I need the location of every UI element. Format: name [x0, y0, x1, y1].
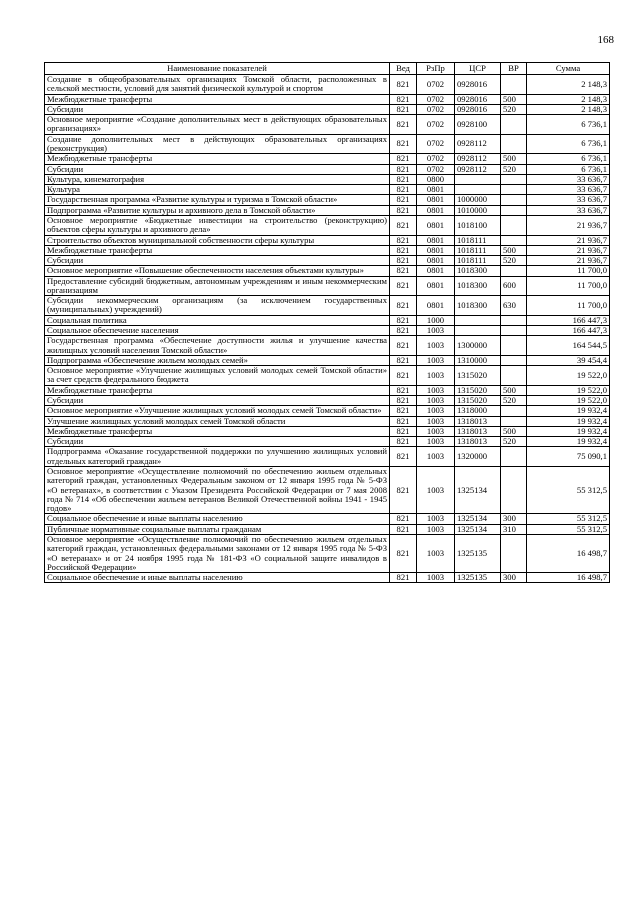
row-ved-cell: 821 [390, 195, 417, 205]
row-vr-cell [501, 447, 527, 467]
table-row [45, 466, 610, 513]
row-ved-cell: 821 [390, 447, 417, 467]
row-name-cell: Межбюджетные трансферты [45, 245, 390, 255]
table-row [45, 426, 610, 436]
row-vr-cell: 520 [501, 104, 527, 114]
row-rzpr-cell: 1003 [417, 466, 455, 513]
row-name-cell: Основное мероприятие «Повышение обеспеченности населения объектами культуры» [45, 266, 390, 276]
row-ved-cell: 821 [390, 164, 417, 174]
row-csr-cell: 1315020 [455, 366, 501, 386]
row-vr-cell: 300 [501, 514, 527, 524]
row-sum-cell: 6 736,1 [527, 134, 610, 154]
header-name: Наименование показателей [45, 63, 390, 75]
table-row [45, 326, 610, 336]
table-row [45, 355, 610, 365]
table-row [45, 276, 610, 296]
row-ved-cell: 821 [390, 245, 417, 255]
table-row [45, 94, 610, 104]
row-vr-cell [501, 326, 527, 336]
row-sum-cell: 2 148,3 [527, 75, 610, 95]
row-sum-cell: 6 736,1 [527, 164, 610, 174]
row-sum-cell: 166 447,3 [527, 326, 610, 336]
row-ved-cell: 821 [390, 466, 417, 513]
row-name-cell: Межбюджетные трансферты [45, 94, 390, 104]
row-ved-cell: 821 [390, 276, 417, 296]
row-vr-cell: 500 [501, 245, 527, 255]
row-name-cell: Создание дополнительных мест в действующих образовательных организациях (реконструкция) [45, 134, 390, 154]
row-ved-cell: 821 [390, 266, 417, 276]
row-name-cell: Субсидии [45, 396, 390, 406]
row-name-cell: Публичные нормативные социальные выплаты гражданам [45, 524, 390, 534]
row-rzpr-cell: 1003 [417, 326, 455, 336]
table-row [45, 416, 610, 426]
row-ved-cell: 821 [390, 336, 417, 356]
row-csr-cell: 1315020 [455, 396, 501, 406]
row-name-cell: Межбюджетные трансферты [45, 426, 390, 436]
table-row [45, 174, 610, 184]
row-csr-cell: 0928016 [455, 104, 501, 114]
row-csr-cell: 1325135 [455, 573, 501, 583]
row-sum-cell: 33 636,7 [527, 174, 610, 184]
row-rzpr-cell: 1003 [417, 406, 455, 416]
table-row [45, 385, 610, 395]
table-row [45, 245, 610, 255]
table-row [45, 524, 610, 534]
row-rzpr-cell: 1003 [417, 336, 455, 356]
row-sum-cell: 19 522,0 [527, 366, 610, 386]
row-ved-cell: 821 [390, 396, 417, 406]
row-rzpr-cell: 0800 [417, 174, 455, 184]
row-vr-cell [501, 466, 527, 513]
table-row [45, 534, 610, 572]
row-ved-cell: 821 [390, 416, 417, 426]
row-name-cell: Межбюджетные трансферты [45, 385, 390, 395]
row-rzpr-cell: 0801 [417, 296, 455, 316]
row-csr-cell: 1318013 [455, 426, 501, 436]
row-vr-cell [501, 195, 527, 205]
row-vr-cell [501, 336, 527, 356]
row-rzpr-cell: 0702 [417, 75, 455, 95]
row-ved-cell: 821 [390, 104, 417, 114]
row-vr-cell: 600 [501, 276, 527, 296]
row-vr-cell [501, 205, 527, 215]
row-name-cell: Субсидии [45, 437, 390, 447]
row-ved-cell: 821 [390, 514, 417, 524]
table-row [45, 315, 610, 325]
row-vr-cell: 500 [501, 385, 527, 395]
row-vr-cell: 520 [501, 396, 527, 406]
row-csr-cell [455, 174, 501, 184]
row-rzpr-cell: 0702 [417, 164, 455, 174]
row-csr-cell: 1325134 [455, 524, 501, 534]
row-name-cell: Субсидии [45, 164, 390, 174]
row-rzpr-cell: 0801 [417, 205, 455, 215]
row-ved-cell: 821 [390, 366, 417, 386]
row-rzpr-cell: 1003 [417, 396, 455, 406]
table-row [45, 296, 610, 316]
row-name-cell: Государственная программа «Развитие культуры и туризма в Томской области» [45, 195, 390, 205]
table-row [45, 134, 610, 154]
row-rzpr-cell: 1000 [417, 315, 455, 325]
row-vr-cell [501, 534, 527, 572]
row-csr-cell: 0928016 [455, 75, 501, 95]
row-ved-cell: 821 [390, 385, 417, 395]
row-vr-cell: 300 [501, 573, 527, 583]
row-csr-cell: 1325134 [455, 466, 501, 513]
row-sum-cell: 16 498,7 [527, 534, 610, 572]
row-rzpr-cell: 1003 [417, 437, 455, 447]
row-csr-cell: 1318013 [455, 416, 501, 426]
row-ved-cell: 821 [390, 524, 417, 534]
row-sum-cell: 55 312,5 [527, 466, 610, 513]
row-sum-cell: 11 700,0 [527, 296, 610, 316]
row-name-cell: Основное мероприятие «Улучшение жилищных условий молодых семей Томской области» за счет средств федерального бюджета [45, 366, 390, 386]
row-csr-cell: 0928016 [455, 94, 501, 104]
row-ved-cell: 821 [390, 75, 417, 95]
row-vr-cell [501, 75, 527, 95]
row-vr-cell [501, 115, 527, 135]
row-vr-cell: 520 [501, 437, 527, 447]
table-header-row [45, 63, 610, 75]
row-name-cell: Культура [45, 185, 390, 195]
row-csr-cell: 0928112 [455, 164, 501, 174]
row-name-cell: Субсидии [45, 104, 390, 114]
table-row [45, 205, 610, 215]
row-rzpr-cell: 1003 [417, 385, 455, 395]
row-rzpr-cell: 1003 [417, 514, 455, 524]
row-vr-cell [501, 355, 527, 365]
row-ved-cell: 821 [390, 215, 417, 235]
row-vr-cell [501, 406, 527, 416]
row-sum-cell: 55 312,5 [527, 514, 610, 524]
row-sum-cell: 11 700,0 [527, 276, 610, 296]
row-csr-cell [455, 326, 501, 336]
row-sum-cell: 21 936,7 [527, 245, 610, 255]
header-csr: ЦСР [455, 63, 501, 75]
row-sum-cell: 6 736,1 [527, 115, 610, 135]
row-ved-cell: 821 [390, 437, 417, 447]
row-ved-cell: 821 [390, 235, 417, 245]
row-csr-cell: 1018111 [455, 256, 501, 266]
header-vr: ВР [501, 63, 527, 75]
row-name-cell: Основное мероприятие «Улучшение жилищных условий молодых семей Томской области» [45, 406, 390, 416]
table-body [45, 75, 610, 583]
table-row [45, 406, 610, 416]
row-name-cell: Создание в общеобразовательных организациях Томской области, расположенных в сельской местности, условий для занятий физической культурой и спортом [45, 75, 390, 95]
row-rzpr-cell: 0801 [417, 266, 455, 276]
row-sum-cell: 21 936,7 [527, 235, 610, 245]
row-name-cell: Социальная политика [45, 315, 390, 325]
row-vr-cell: 500 [501, 94, 527, 104]
row-name-cell: Предоставление субсидий бюджетным, автономным учреждениям и иным некоммерческим организациям [45, 276, 390, 296]
row-rzpr-cell: 0702 [417, 115, 455, 135]
row-csr-cell: 1018111 [455, 245, 501, 255]
table-row [45, 447, 610, 467]
row-rzpr-cell: 1003 [417, 573, 455, 583]
row-sum-cell: 16 498,7 [527, 573, 610, 583]
row-ved-cell: 821 [390, 355, 417, 365]
row-sum-cell: 19 932,4 [527, 437, 610, 447]
row-sum-cell: 2 148,3 [527, 104, 610, 114]
row-rzpr-cell: 0702 [417, 94, 455, 104]
row-sum-cell: 19 932,4 [527, 426, 610, 436]
row-rzpr-cell: 0801 [417, 235, 455, 245]
row-name-cell: Социальное обеспечение и иные выплаты населению [45, 514, 390, 524]
table-row [45, 215, 610, 235]
row-vr-cell [501, 185, 527, 195]
row-vr-cell [501, 134, 527, 154]
row-vr-cell [501, 266, 527, 276]
row-csr-cell: 1315020 [455, 385, 501, 395]
row-ved-cell: 821 [390, 115, 417, 135]
row-csr-cell: 1310000 [455, 355, 501, 365]
row-rzpr-cell: 0702 [417, 104, 455, 114]
row-name-cell: Основное мероприятие «Осуществление полномочий по обеспечению жильем отдельных категорий граждан, установленных Федеральным законом от 12 января 1995 года № 5-ФЗ «О ветеранах», в соответствии с Указом Президента Российской Федерации от 7 мая 2008 года № 714 «Об обеспечении жильем ветеранов Великой Отечественной войны 1941 - 1945 годов» [45, 466, 390, 513]
row-rzpr-cell: 1003 [417, 447, 455, 467]
row-rzpr-cell: 1003 [417, 534, 455, 572]
page-number: 168 [597, 34, 614, 46]
row-csr-cell: 1018300 [455, 276, 501, 296]
row-csr-cell: 0928112 [455, 154, 501, 164]
row-sum-cell: 19 522,0 [527, 396, 610, 406]
row-name-cell: Подпрограмма «Обеспечение жильем молодых семей» [45, 355, 390, 365]
row-csr-cell: 1018111 [455, 235, 501, 245]
row-sum-cell: 21 936,7 [527, 256, 610, 266]
row-ved-cell: 821 [390, 315, 417, 325]
row-ved-cell: 821 [390, 573, 417, 583]
row-sum-cell: 6 736,1 [527, 154, 610, 164]
row-ved-cell: 821 [390, 185, 417, 195]
row-vr-cell [501, 174, 527, 184]
header-ved: Вед [390, 63, 417, 75]
row-rzpr-cell: 0702 [417, 134, 455, 154]
row-sum-cell: 21 936,7 [527, 215, 610, 235]
table-row [45, 437, 610, 447]
row-sum-cell: 19 932,4 [527, 406, 610, 416]
row-vr-cell: 520 [501, 256, 527, 266]
table-row [45, 336, 610, 356]
row-sum-cell: 164 544,5 [527, 336, 610, 356]
row-vr-cell: 500 [501, 426, 527, 436]
row-rzpr-cell: 1003 [417, 416, 455, 426]
row-csr-cell: 1320000 [455, 447, 501, 467]
row-csr-cell: 1018100 [455, 215, 501, 235]
row-ved-cell: 821 [390, 296, 417, 316]
table-row [45, 115, 610, 135]
row-csr-cell [455, 185, 501, 195]
table-row [45, 185, 610, 195]
row-sum-cell: 75 090,1 [527, 447, 610, 467]
row-csr-cell: 1325134 [455, 514, 501, 524]
row-rzpr-cell: 0801 [417, 195, 455, 205]
row-rzpr-cell: 0801 [417, 276, 455, 296]
row-vr-cell: 500 [501, 154, 527, 164]
row-vr-cell [501, 235, 527, 245]
row-csr-cell: 0928100 [455, 115, 501, 135]
table-row [45, 266, 610, 276]
row-rzpr-cell: 1003 [417, 426, 455, 436]
row-name-cell: Подпрограмма «Развитие культуры и архивного дела в Томской области» [45, 205, 390, 215]
row-rzpr-cell: 1003 [417, 524, 455, 534]
row-vr-cell [501, 366, 527, 386]
budget-table [44, 62, 610, 583]
row-name-cell: Основное мероприятие «Создание дополнительных мест в действующих образовательных организациях» [45, 115, 390, 135]
row-name-cell: Основное мероприятие «Осуществление полномочий по обеспечению жильем отдельных категорий граждан, установленных федеральными законами от 12 января 1995 года № 5-ФЗ «О ветеранах» и от 24 ноября 1995 года № 181-ФЗ «О социальной защите инвалидов в Российской Федерации» [45, 534, 390, 572]
row-sum-cell: 33 636,7 [527, 185, 610, 195]
row-rzpr-cell: 0801 [417, 185, 455, 195]
row-ved-cell: 821 [390, 534, 417, 572]
row-ved-cell: 821 [390, 406, 417, 416]
row-ved-cell: 821 [390, 256, 417, 266]
row-sum-cell: 33 636,7 [527, 195, 610, 205]
row-vr-cell [501, 315, 527, 325]
header-rzpr: РзПр [417, 63, 455, 75]
table-row [45, 366, 610, 386]
row-name-cell: Государственная программа «Обеспечение доступности жилья и улучшение качества жилищных условий населения Томской области» [45, 336, 390, 356]
row-ved-cell: 821 [390, 134, 417, 154]
row-name-cell: Подпрограмма «Оказание государственной поддержки по улучшению жилищных условий отдельных категорий граждан» [45, 447, 390, 467]
row-name-cell: Социальное обеспечение населения [45, 326, 390, 336]
row-sum-cell: 39 454,4 [527, 355, 610, 365]
row-rzpr-cell: 0801 [417, 245, 455, 255]
row-sum-cell: 166 447,3 [527, 315, 610, 325]
table-row [45, 573, 610, 583]
row-csr-cell: 1318000 [455, 406, 501, 416]
row-rzpr-cell: 0702 [417, 154, 455, 164]
table-row [45, 195, 610, 205]
row-csr-cell: 1018300 [455, 296, 501, 316]
row-name-cell: Улучшение жилищных условий молодых семей Томской области [45, 416, 390, 426]
table-row [45, 154, 610, 164]
row-sum-cell: 2 148,3 [527, 94, 610, 104]
row-csr-cell: 1000000 [455, 195, 501, 205]
row-vr-cell: 520 [501, 164, 527, 174]
row-csr-cell: 1318013 [455, 437, 501, 447]
row-ved-cell: 821 [390, 154, 417, 164]
row-csr-cell [455, 315, 501, 325]
row-name-cell: Межбюджетные трансферты [45, 154, 390, 164]
row-csr-cell: 1325135 [455, 534, 501, 572]
row-ved-cell: 821 [390, 174, 417, 184]
table-row [45, 104, 610, 114]
row-sum-cell: 19 522,0 [527, 385, 610, 395]
header-sum: Сумма [527, 63, 610, 75]
table-row [45, 75, 610, 95]
table-row [45, 164, 610, 174]
row-ved-cell: 821 [390, 94, 417, 104]
row-rzpr-cell: 1003 [417, 355, 455, 365]
row-rzpr-cell: 0801 [417, 215, 455, 235]
table-row [45, 396, 610, 406]
row-csr-cell: 1010000 [455, 205, 501, 215]
row-ved-cell: 821 [390, 426, 417, 436]
row-name-cell: Строительство объектов муниципальной собственности сферы культуры [45, 235, 390, 245]
row-ved-cell: 821 [390, 326, 417, 336]
row-csr-cell: 1018300 [455, 266, 501, 276]
row-sum-cell: 33 636,7 [527, 205, 610, 215]
row-rzpr-cell: 0801 [417, 256, 455, 266]
table-row [45, 256, 610, 266]
row-ved-cell: 821 [390, 205, 417, 215]
table-row [45, 235, 610, 245]
row-vr-cell [501, 416, 527, 426]
row-sum-cell: 55 312,5 [527, 524, 610, 534]
row-name-cell: Субсидии некоммерческим организациям (за исключением государственных (муниципальных) учреждений) [45, 296, 390, 316]
table-row [45, 514, 610, 524]
row-rzpr-cell: 1003 [417, 366, 455, 386]
row-name-cell: Основное мероприятие «Бюджетные инвестиции на строительство (реконструкцию) объектов сферы культуры и архивного дела» [45, 215, 390, 235]
row-vr-cell [501, 215, 527, 235]
row-name-cell: Культура, кинематография [45, 174, 390, 184]
row-vr-cell: 310 [501, 524, 527, 534]
row-csr-cell: 0928112 [455, 134, 501, 154]
row-name-cell: Субсидии [45, 256, 390, 266]
row-csr-cell: 1300000 [455, 336, 501, 356]
row-vr-cell: 630 [501, 296, 527, 316]
row-name-cell: Социальное обеспечение и иные выплаты населению [45, 573, 390, 583]
row-sum-cell: 11 700,0 [527, 266, 610, 276]
row-sum-cell: 19 932,4 [527, 416, 610, 426]
